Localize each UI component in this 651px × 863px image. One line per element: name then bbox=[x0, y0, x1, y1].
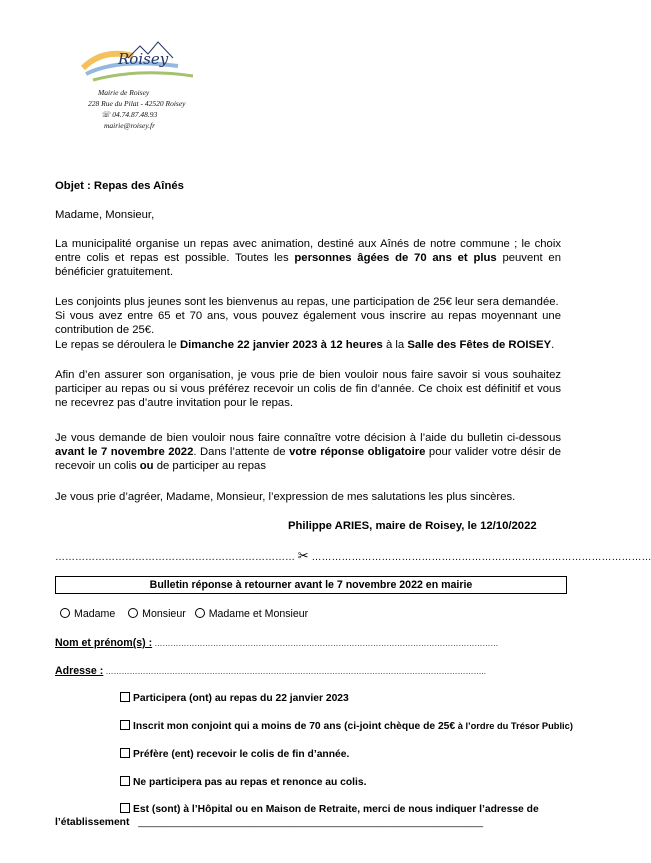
paragraph-2-line-2: Si vous avez entre 65 et 70 ans, vous pouvez également vous inscrire au repas moyennant une contribution de 25€. bbox=[55, 310, 561, 336]
etablissement-label: l’établissement bbox=[55, 817, 130, 828]
address-field[interactable]: Adresse : …………………………………………………………………………………………………………………………….. bbox=[55, 665, 486, 677]
etablissement-field[interactable]: l’établissement ______________________________________________________________ bbox=[55, 817, 484, 828]
checkbox-icon bbox=[120, 803, 130, 813]
radio-icon bbox=[128, 608, 138, 618]
option-renonce[interactable]: Ne participera pas au repas et renonce au colis. bbox=[120, 776, 367, 788]
checkbox-icon bbox=[120, 720, 130, 730]
option-hopital[interactable]: Est (sont) à l’Hôpital ou en Maison de Retraite, merci de nous indiquer l’adresse de bbox=[120, 803, 539, 815]
address-label: Adresse : bbox=[55, 665, 104, 677]
paragraph-2-line-3: Le repas se déroulera le Dimanche 22 janvier 2023 à 12 heures à la Salle des Fêtes de ROISEY. bbox=[55, 339, 555, 351]
cut-line: ……………………………………………………………… ✂ ………………………………………………………………………………………… bbox=[55, 548, 651, 563]
paragraph-5: Je vous prie d’agréer, Madame, Monsieur, l’expression de mes salutations les plus sincères. bbox=[55, 491, 516, 503]
name-field[interactable]: Nom et prénom(s) : ………………………………………………………………………………………………………………… bbox=[55, 637, 499, 649]
subject: Objet : Repas des Aînés bbox=[55, 180, 184, 192]
checkbox-icon bbox=[120, 692, 130, 702]
paragraph-4: Je vous demande de bien vouloir nous faire connaître votre décision à l’aide du bulletin ci-dessous avant le 7 novembre 2022. Dans l’attente de votre réponse obligatoire pour valider votre désir de recevoir un colis ou de participer au repas bbox=[55, 432, 562, 472]
option-participe[interactable]: Participera (ont) au repas du 22 janvier 2023 bbox=[120, 692, 349, 704]
office-name: Mairie de Roisey bbox=[98, 88, 150, 97]
office-phone: ☏ 04.74.87.48.93 bbox=[101, 110, 158, 119]
radio-icon bbox=[60, 608, 70, 618]
paragraph-3: Afin d’en assurer son organisation, je vous prie de bien vouloir nous faire savoir si vous souhaitez participer au repas ou si vous préférez recevoir un colis de fin d’année. Ce choix est définitif et vous ne recevrez pas d’autre invitation pour le repas. bbox=[55, 369, 561, 409]
radio-madame[interactable]: Madame bbox=[60, 608, 115, 620]
checkbox-icon bbox=[120, 776, 130, 786]
office-address: 228 Rue du Pilat - 42520 Roisey bbox=[88, 99, 186, 108]
bulletin-title: Bulletin réponse à retourner avant le 7 novembre 2022 en mairie bbox=[55, 576, 567, 594]
signature: Philippe ARIES, maire de Roisey, le 12/10/2022 bbox=[288, 520, 537, 532]
office-email: mairie@roisey.fr bbox=[104, 121, 155, 130]
option-colis[interactable]: Préfère (ent) recevoir le colis de fin d’année. bbox=[120, 748, 349, 760]
checkbox-icon bbox=[120, 748, 130, 758]
paragraph-1: La municipalité organise un repas avec animation, destiné aux Aînés de notre commune ; le choix entre colis et repas est possible. Toutes les personnes âgées de 70 ans et plus peuvent en bénéficier gratuitement. bbox=[55, 238, 561, 278]
name-label: Nom et prénom(s) : bbox=[55, 637, 153, 649]
radio-monsieur[interactable]: Monsieur bbox=[128, 608, 186, 620]
radio-madame-et-monsieur[interactable]: Madame et Monsieur bbox=[195, 608, 309, 620]
paragraph-2-line-1: Les conjoints plus jeunes sont les bienvenus au repas, une participation de 25€ leur sera demandée. bbox=[55, 296, 559, 308]
logo-name: Roisey bbox=[118, 50, 169, 68]
phone-icon: ☏ bbox=[101, 110, 113, 119]
salutation: Madame, Monsieur, bbox=[55, 209, 155, 221]
option-conjoint[interactable]: Inscrit mon conjoint qui a moins de 70 ans (ci-joint chèque de 25€ à l’ordre du Trésor Public) bbox=[120, 720, 573, 732]
mairie-logo bbox=[78, 28, 198, 138]
civility-options bbox=[60, 607, 308, 621]
scissors-icon: ✂ bbox=[297, 548, 309, 563]
radio-icon bbox=[195, 608, 205, 618]
